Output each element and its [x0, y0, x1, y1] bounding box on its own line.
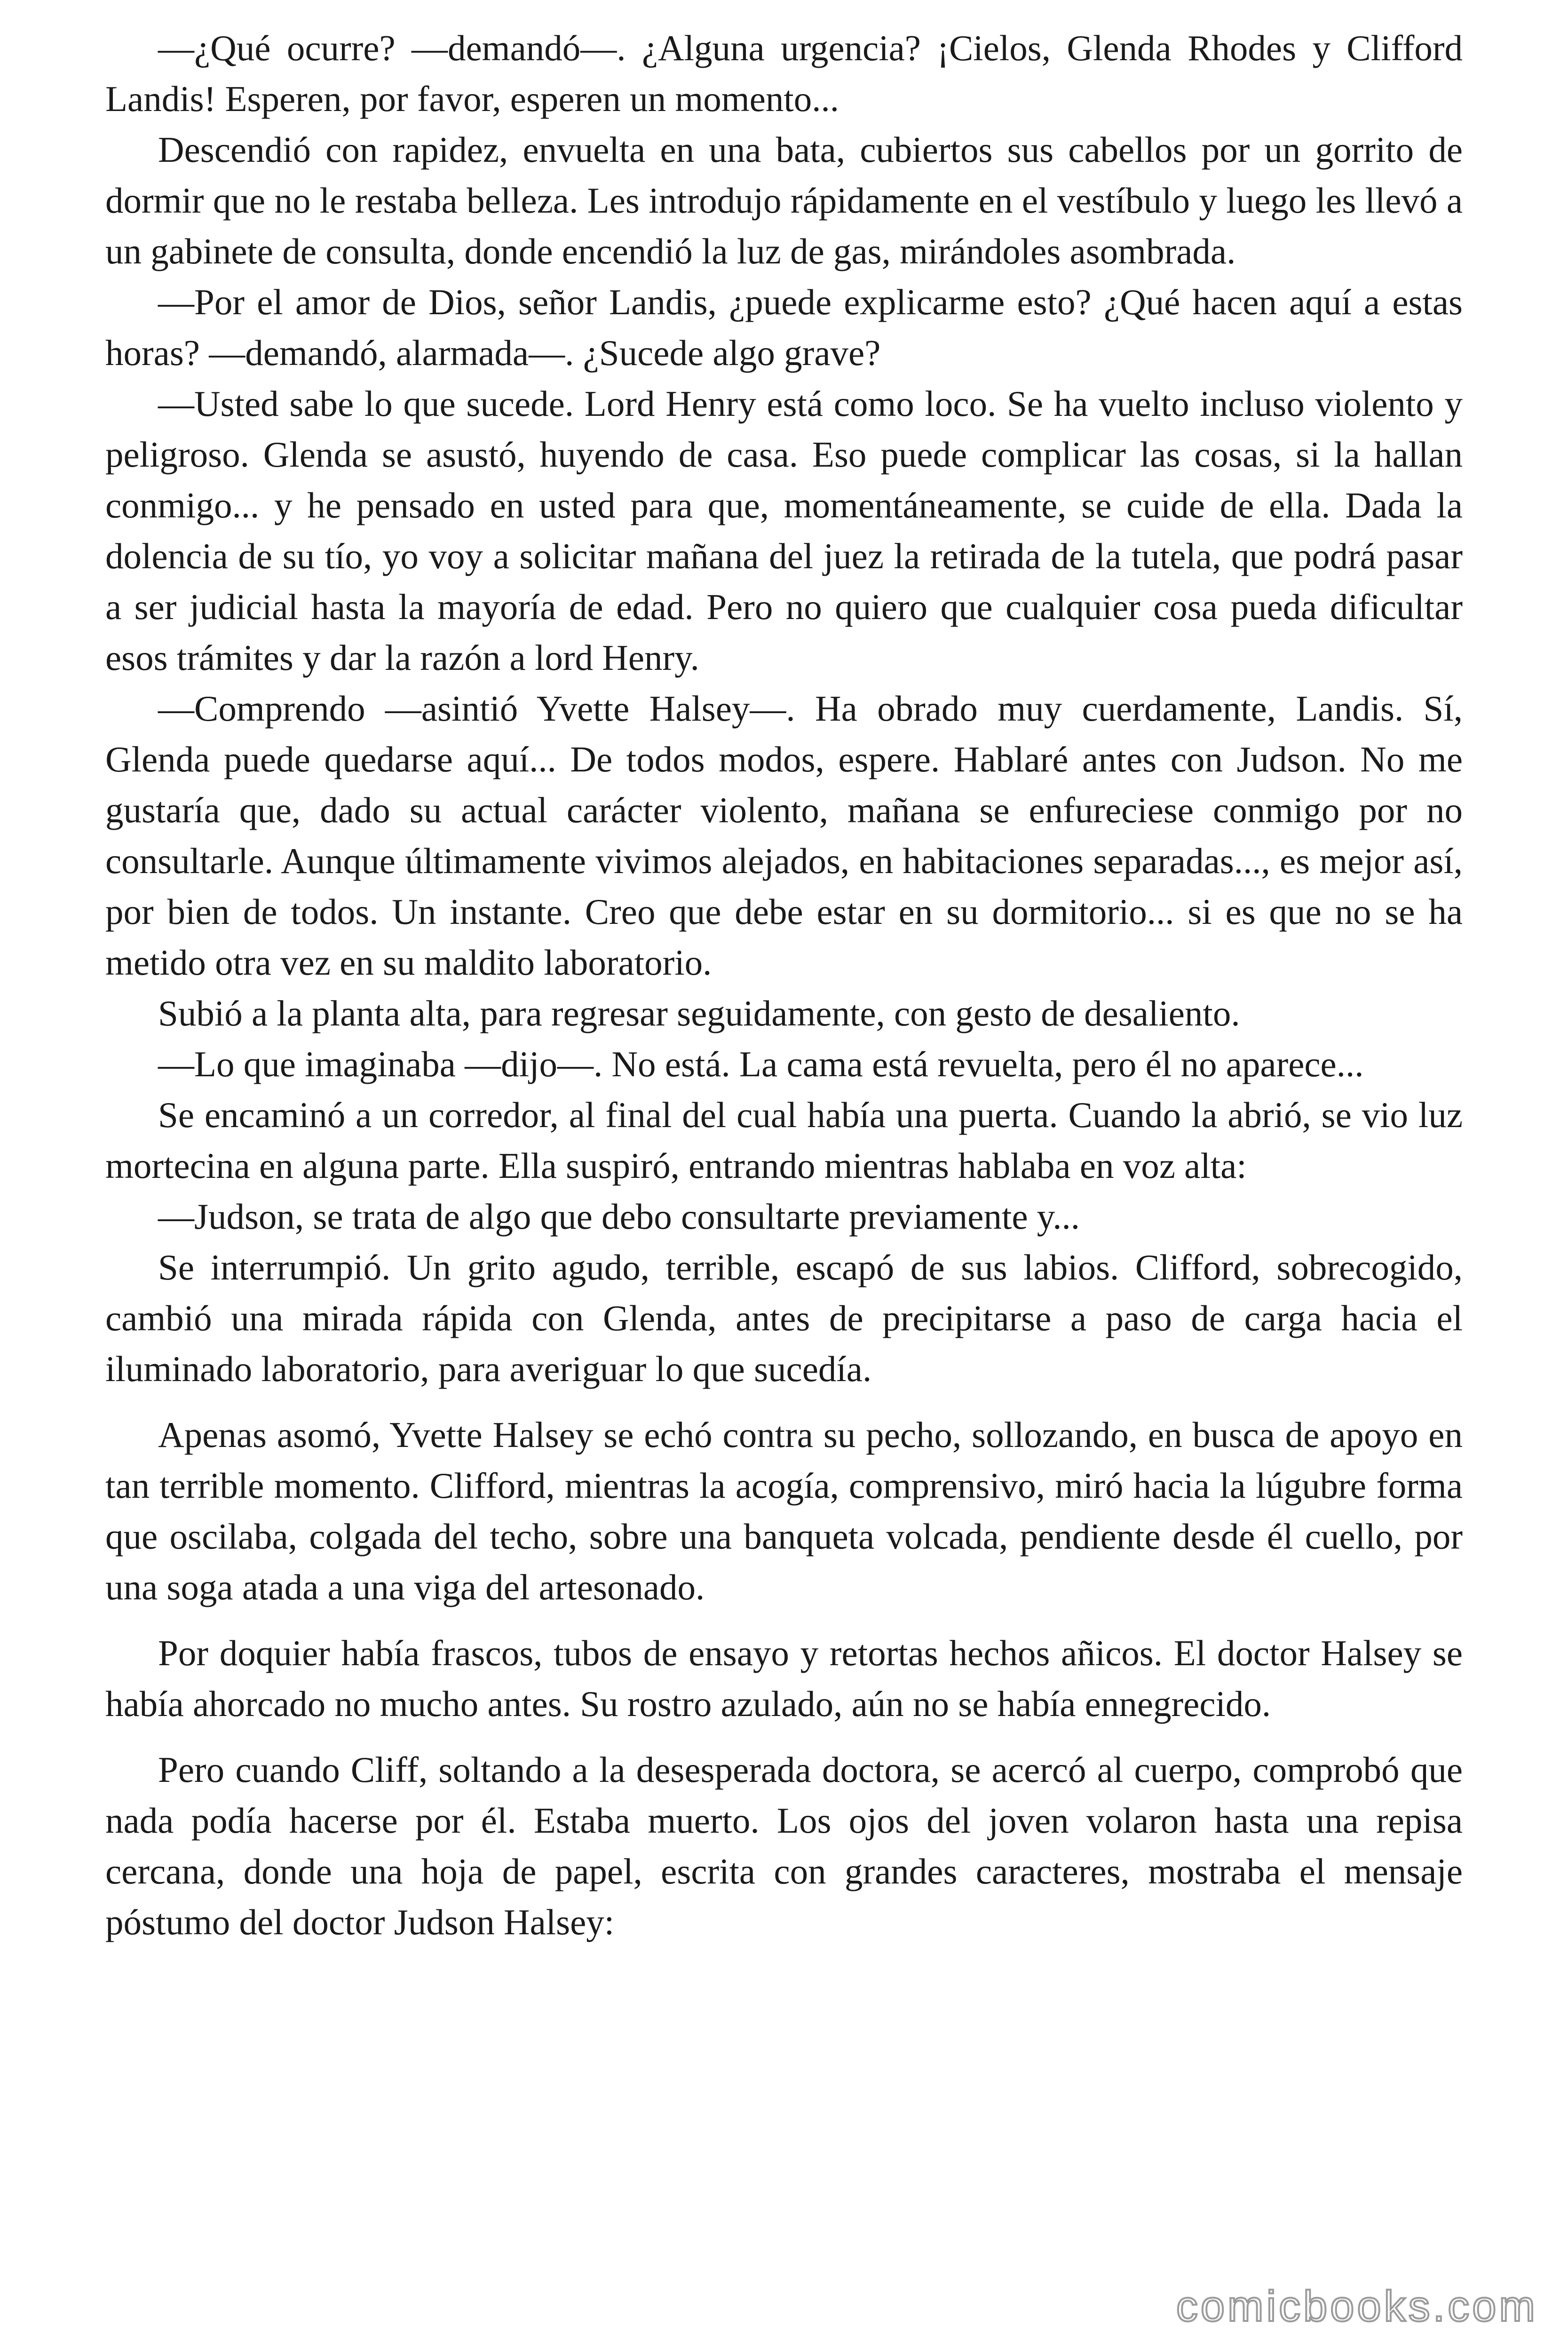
paragraph-2: Descendió con rapidez, envuelta en una bata, cubiertos sus cabellos por un gorrito de dormir que no le restaba belleza. Les introdujo rápidamente en el vestíbulo y luego les llevó a un gabinete de consulta, donde encendió la luz de gas, mirándoles asombrada.: [105, 129, 1463, 271]
paragraph-5: —Comprendo —asintió Yvette Halsey—. Ha obrado muy cuerdamente, Landis. Sí, Glenda puede quedarse aquí... De todos modos, espere. Hablaré antes con Judson. No me gustaría que, dado su actual carácter violento, mañana se enfureciese conmigo por no consultarle. Aunque últimamente vivimos alejados, en habitaciones separadas..., es mejor así, por bien de todos. Un instante. Creo que debe estar en su dormitorio... si es que no se ha metido otra vez en su maldito laboratorio.: [105, 688, 1463, 983]
paragraph-6: Subió a la planta alta, para regresar seguidamente, con gesto de desaliento.: [158, 993, 1240, 1033]
paragraph-10: Se interrumpió. Un grito agudo, terrible, escapó de sus labios. Clifford, sobrecogido, cambió una mirada rápida con Glenda, antes de precipitarse a paso de carga hacia el iluminado laboratorio, para averiguar lo que sucedía.: [105, 1247, 1463, 1389]
body-text: [105, 23, 1463, 1947]
paragraph-12: Por doquier había frascos, tubos de ensayo y retortas hechos añicos. El doctor Halsey se había ahorcado no mucho antes. Su rostro azulado, aún no se había ennegrecido.: [105, 1633, 1463, 1724]
paragraph-3: —Por el amor de Dios, señor Landis, ¿puede explicarme esto? ¿Qué hacen aquí a estas horas? —demandó, alarmada—. ¿Sucede algo grave?: [105, 282, 1463, 373]
watermark: comicbooks.com: [1176, 2282, 1538, 2330]
paragraph-9: —Judson, se trata de algo que debo consultarte previamente y...: [158, 1196, 1080, 1237]
paragraph-13: Pero cuando Cliff, soltando a la desesperada doctora, se acercó al cuerpo, comprobó que nada podía hacerse por él. Estaba muerto. Los ojos del joven volaron hasta una repisa cercana, donde una hoja de papel, escrita con grandes caracteres, mostraba el mensaje póstumo del doctor Judson Halsey:: [105, 1749, 1463, 1942]
paragraph-11: Apenas asomó, Yvette Halsey se echó contra su pecho, sollozando, en busca de apoyo en tan terrible momento. Clifford, mientras la acogía, comprensivo, miró hacia la lúgubre forma que oscilaba, colgada del techo, sobre una banqueta volcada, pendiente desde él cuello, por una soga atada a una viga del artesonado.: [105, 1414, 1463, 1607]
paragraph-1: —¿Qué ocurre? —demandó—. ¿Alguna urgencia? ¡Cielos, Glenda Rhodes y Clifford Landis! Esperen, por favor, esperen un momento...: [105, 28, 1463, 119]
paragraph-7: —Lo que imaginaba —dijo—. No está. La cama está revuelta, pero él no aparece...: [158, 1044, 1364, 1084]
paragraph-8: Se encaminó a un corredor, al final del cual había una puerta. Cuando la abrió, se vio luz mortecina en alguna parte. Ella suspiró, entrando mientras hablaba en voz alta:: [105, 1095, 1463, 1186]
paragraph-4: —Usted sabe lo que sucede. Lord Henry está como loco. Se ha vuelto incluso violento y peligroso. Glenda se asustó, huyendo de casa. Eso puede complicar las cosas, si la hallan conmigo... y he pensado en usted para que, momentáneamente, se cuide de ella. Dada la dolencia de su tío, yo voy a solicitar mañana del juez la retirada de la tutela, que podrá pasar a ser judicial hasta la mayoría de edad. Pero no quiero que cualquier cosa pueda dificultar esos trámites y dar la razón a lord Henry.: [105, 383, 1463, 678]
